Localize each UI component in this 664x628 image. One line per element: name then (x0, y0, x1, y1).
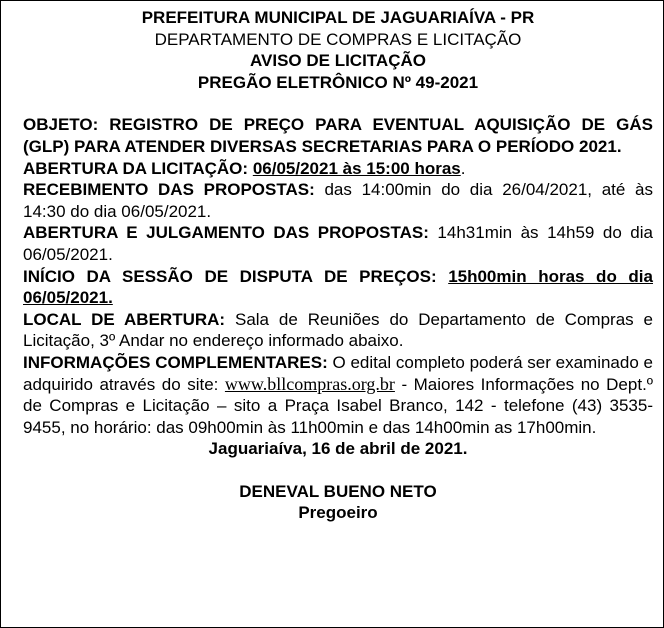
sessao-paragraph (23, 266, 653, 309)
informacoes-label: INFORMAÇÕES COMPLEMENTARES: (23, 352, 328, 372)
spacer (23, 93, 653, 114)
sessao-value: 15h00min horas do dia 06/05/2021. (23, 266, 653, 308)
julgamento-label: ABERTURA E JULGAMENTO DAS PROPOSTAS: (23, 223, 429, 243)
recebimento-paragraph (23, 179, 653, 222)
abertura-tail: . (460, 158, 466, 178)
recebimento-label: RECEBIMENTO DAS PROPOSTAS: (23, 180, 315, 200)
header-departamento: DEPARTAMENTO DE COMPRAS E LICITAÇÃO (154, 29, 522, 49)
informacoes-text-after: - Maiores Informações no Dept.º de Compras e Licitação – sito a Praça Isabel Branco, 142 - telefone (43) 3535-9455, no horário: das 09h00min às 11h00min e das 14h00min as 17h00min. (23, 374, 653, 437)
recebimento-value: das 14:00min do dia 26/04/2021, até às 14:30 do dia 06/05/2021. (23, 180, 653, 221)
informacoes-paragraph (23, 352, 653, 438)
abertura-paragraph (23, 158, 653, 180)
signature-name: DENEVAL BUENO NETO (239, 481, 437, 501)
local-label: LOCAL DE ABERTURA: (23, 309, 226, 329)
signature-role: Pregoeiro (298, 503, 378, 523)
abertura-label: ABERTURA DA LICITAÇÃO: (23, 158, 249, 178)
sessao-label: INÍCIO DA SESSÃO DE DISPUTA DE PREÇOS: (23, 266, 437, 286)
julgamento-paragraph (23, 222, 653, 265)
header-prefeitura: PREFEITURA MUNICIPAL DE JAGUARIAÍVA - PR (141, 8, 535, 27)
objeto-paragraph: OBJETO: REGISTRO DE PREÇO PARA EVENTUAL AQUISIÇÃO DE GÁS (GLP) PARA ATENDER DIVERSAS SECRETARIAS PARA O PERÍODO 2021. (23, 115, 653, 156)
local-value: Sala de Reuniões do Departamento de Compras e Licitação, 3º Andar no endereço informado abaixo. (23, 309, 653, 351)
header-aviso: AVISO DE LICITAÇÃO (250, 51, 426, 71)
local-paragraph (23, 309, 653, 352)
julgamento-value: 14h31min às 14h59 do dia 06/05/2021. (23, 223, 653, 264)
spacer (23, 460, 653, 481)
bllcompras-link[interactable]: www.bllcompras.org.br (224, 373, 395, 394)
informacoes-text-before: O edital completo poderá ser examinado e adquirido através do site: (23, 352, 653, 394)
header-pregao: PREGÃO ELETRÔNICO Nº 49-2021 (197, 72, 479, 92)
date-line: Jaguariaíva, 16 de abril de 2021. (208, 439, 468, 459)
abertura-value: 06/05/2021 às 15:00 horas (252, 158, 461, 178)
